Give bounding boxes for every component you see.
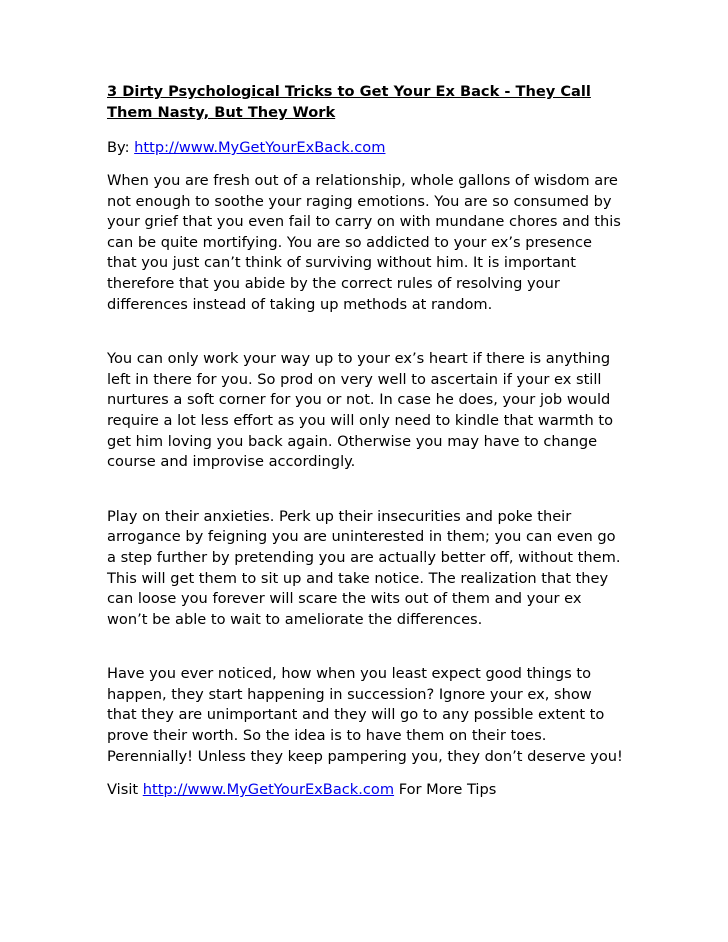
- paragraph-1: When you are fresh out of a relationship, whole gallons of wisdom are not enough to soothe your raging emotions. You are so consumed by your grief that you even fail to carry on with mundane chores and this can be quite mortifying. You are so addicted to your ex’s presence that you just can’t think of surviving without him. It is important therefore that you abide by the correct rules of resolving your differences instead of taking up methods at random.: [107, 172, 621, 313]
- paragraph-3: Play on their anxieties. Perk up their insecurities and poke their arrogance by feigning you are uninterested in them; you can even go a step further by pretending you are actually better off, without them. This will get them to sit up and take notice. The realization that they can loose you forever will scare the wits out of them and your ex won’t be able to wait to ameliorate the differences.: [107, 507, 621, 628]
- paragraph-spacer: [107, 767, 623, 780]
- document-page: [107, 81, 623, 801]
- byline-link[interactable]: http://www.MyGetYourExBack.com: [134, 139, 386, 156]
- document-title: 3 Dirty Psychological Tricks to Get Your Ex Back - They Call Them Nasty, But They Work: [107, 83, 591, 121]
- paragraph-spacer: [107, 630, 623, 664]
- footer-link[interactable]: http://www.MyGetYourExBack.com: [142, 781, 395, 799]
- byline-prefix: By:: [107, 139, 135, 156]
- footer-prefix: Visit: [107, 781, 143, 799]
- footer-line: [107, 780, 623, 801]
- paragraph-spacer: [107, 315, 623, 349]
- paragraph-4: Have you ever noticed, how when you least expect good things to happen, they start happening in succession? Ignore your ex, show that they are unimportant and they will go to any possible extent to prove their worth. So the idea is to have them on their toes. Perennially! Unless they keep pampering you, they don’t deserve you!: [107, 665, 623, 765]
- paragraph-spacer: [107, 473, 623, 507]
- footer-suffix: For More Tips: [394, 781, 497, 799]
- byline: [107, 137, 623, 158]
- paragraph-2: You can only work your way up to your ex’s heart if there is anything left in there for you. So prod on very well to ascertain if your ex still nurtures a soft corner for you or not. In case he does, your job would require a lot less effort as you will only need to kindle that warmth to get him loving you back again. Otherwise you may have to change course and improvise accordingly.: [107, 350, 613, 471]
